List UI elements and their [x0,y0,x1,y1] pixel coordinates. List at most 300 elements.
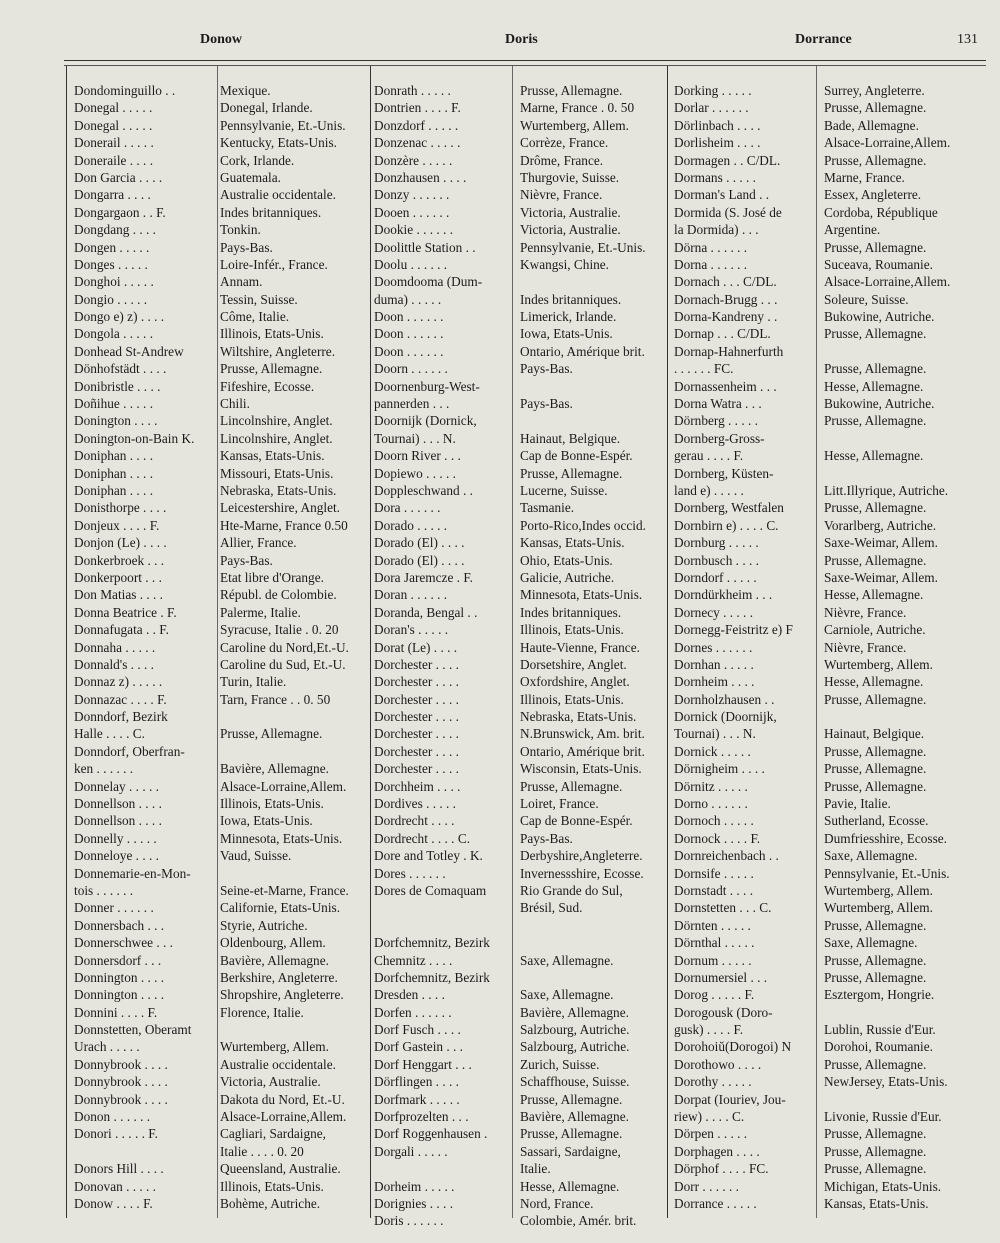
table-row [70,604,366,621]
place-location: Tarn, France . . 0. 50 [220,691,331,707]
place-location: Prusse, Allemagne. [824,1126,927,1142]
place-name: Donghoi . . . . . [74,274,154,290]
place-name: Dorfchemnitz, Bezirk [374,969,490,985]
place-name: Dorlar . . . . . . [674,100,749,116]
table-row [70,273,366,290]
place-location: Alsace-Lorraine,Allem. [220,1109,347,1125]
place-name: Dontrien . . . . F. [374,100,461,116]
table-row [370,986,666,1003]
table-row [670,986,970,1003]
table-row [370,395,666,412]
table-row [370,569,666,586]
place-name: tois . . . . . . [74,882,134,898]
place-name: Donington . . . . [74,413,158,429]
table-row [670,204,970,221]
place-name: Dookie . . . . . . [374,222,454,238]
place-name: Dornock . . . . F. [674,830,761,846]
place-name: Dorpat (Iouriev, Jou- [674,1091,786,1107]
place-location: Australie occidentale. [220,187,336,203]
place-location: Pays-Bas. [520,396,573,412]
table-row [370,604,666,621]
place-name: Doon . . . . . . [374,343,444,359]
place-location: NewJersey, Etats-Unis. [824,1074,948,1090]
place-name: ken . . . . . . [74,761,134,777]
place-location: Prusse, Allemagne. [220,726,323,742]
place-location: Dumfriesshire, Ecosse. [824,830,947,846]
table-row [370,917,666,934]
place-location: Corrèze, France. [520,135,609,151]
table-row [670,186,970,203]
place-name: Doppleschwand . . [374,482,473,498]
table-row [70,725,366,742]
table-row [70,1195,366,1212]
table-row [70,395,366,412]
place-name: Dongio . . . . . [74,291,148,307]
place-location [820,465,970,482]
place-location: Zurich, Suisse. [520,1056,600,1072]
place-location: Allier, France. [220,535,297,551]
place-location: Italie . . . . 0. 20 [220,1143,304,1159]
table-row [70,169,366,186]
place-name: Doranda, Bengal . . [374,604,478,620]
place-name: Dörflingen . . . . [374,1074,459,1090]
table-row [70,969,366,986]
place-location: Indes britanniques. [220,204,322,220]
place-name: Tournai) . . . N. [374,430,456,446]
place-location: Marne, France. [824,169,905,185]
place-name: Doomdooma (Dum- [374,274,483,290]
place-name: riew) . . . . C. [674,1109,745,1125]
table-row [370,186,666,203]
place-name: Dora . . . . . . [374,500,441,516]
table-row [370,430,666,447]
place-name [370,899,516,916]
table-row [670,447,970,464]
place-name: Dorchester . . . . [374,656,459,672]
place-location: Pays-Bas. [520,361,573,377]
place-location: Sassari, Sardaigne, [520,1143,621,1159]
place-location: Bavière, Allemagne. [520,1004,629,1020]
place-location: Shropshire, Angleterre. [220,987,344,1003]
place-name: Urach . . . . . [74,1039,140,1055]
table-row [670,569,970,586]
place-location: Victoria, Australie. [220,1074,321,1090]
table-row [670,760,970,777]
place-location: Vorarlberg, Autriche. [824,517,937,533]
table-row [370,725,666,742]
place-name: Doniphan . . . . [74,482,154,498]
place-name: Dorfen . . . . . . [374,1004,452,1020]
table-row [70,360,366,377]
table-row [370,934,666,951]
place-name: Dorf Roggenhausen . [374,1126,488,1142]
table-row [670,152,970,169]
place-location: Républ. de Colombie. [220,587,337,603]
place-name: Dörnitz . . . . . [674,778,748,794]
place-name: Donnafugata . . F. [74,622,169,638]
table-row [70,552,366,569]
table-row [370,239,666,256]
place-location: Cap de Bonne-Espér. [520,448,633,464]
place-name: Donors Hill . . . . [74,1161,164,1177]
place-location: Tonkin. [220,222,261,238]
table-row [370,830,666,847]
place-name: Dorman's Land . . [674,187,770,203]
place-name: Doorn . . . . . . [374,361,448,377]
place-location: Prusse, Allemagne. [824,1161,927,1177]
table-row [670,82,970,99]
place-location: Kentucky, Etats-Unis. [220,135,337,151]
table-row [670,743,970,760]
table-row [370,534,666,551]
entries-column-1 [70,82,366,1217]
table-row [670,778,970,795]
place-name: Dorfmark . . . . . [374,1091,460,1107]
table-row [670,395,970,412]
place-name: Doornijk (Dornick, [374,413,477,429]
table-row [70,378,366,395]
place-location: Victoria, Australie. [520,204,621,220]
place-name: Dorna-Kandreny . . [674,309,778,325]
table-row [370,99,666,116]
place-location: Wisconsin, Etats-Unis. [520,761,642,777]
place-name: Dongarra . . . . [74,187,151,203]
table-row [670,586,970,603]
place-location: Soleure, Suisse. [824,291,909,307]
table-row [670,621,970,638]
place-location: Dorohoi, Roumanie. [824,1039,933,1055]
place-location: Essex, Angleterre. [824,187,922,203]
place-name: Donnybrook . . . . [74,1056,168,1072]
place-name: Dornach-Brugg . . . [674,291,778,307]
table-row [670,256,970,273]
table-row [670,865,970,882]
place-location: Wurtemberg, Allem. [824,882,933,898]
place-location: Iowa, Etats-Unis. [520,326,613,342]
table-row [370,412,666,429]
place-location: Pays-Bas. [220,552,273,568]
place-location: Prusse, Allemagne. [824,969,927,985]
place-name: Donibristle . . . . [74,378,161,394]
place-location: Hainaut, Belgique. [824,726,925,742]
place-name: Donovan . . . . . [74,1178,156,1194]
header-left-term: Donow [200,32,243,47]
table-row [370,152,666,169]
place-location: Annam. [220,274,263,290]
place-name: Dormagen . . C/DL. [674,152,781,168]
place-location: Ontario, Amérique brit. [520,343,645,359]
place-location: Argentine. [824,222,881,238]
place-location: Turin, Italie. [220,674,287,690]
place-name: Dornberg-Gross- [674,430,765,446]
table-row [370,1125,666,1142]
place-location [820,708,970,725]
table-row [70,186,366,203]
place-name: Doñihue . . . . . [74,396,154,412]
table-row [370,882,666,899]
table-row [670,1125,970,1142]
place-name: Dordives . . . . . [374,796,456,812]
place-name: Dornburg . . . . . [674,535,759,551]
place-location: Prusse, Allemagne. [520,1091,623,1107]
place-location [516,969,666,986]
place-name: Donnald's . . . . [74,656,154,672]
table-row [70,134,366,151]
place-location: Missouri, Etats-Unis. [220,465,334,481]
place-location: Lincolnshire, Anglet. [220,430,333,446]
place-location: Florence, Italie. [220,1004,304,1020]
place-location: Michigan, Etats-Unis. [824,1178,942,1194]
table-row [370,952,666,969]
page-number: 131 [957,32,978,47]
place-location: Brésil, Sud. [520,900,583,916]
place-location: Kansas, Etats-Unis. [824,1196,929,1211]
place-location: Sutherland, Ecosse. [824,813,929,829]
place-location: Surrey, Angleterre. [824,83,925,98]
table-row [370,552,666,569]
place-location: Invernessshire, Ecosse. [520,865,644,881]
place-name: Donnemarie-en-Mon- [74,865,191,881]
place-name: Dorf Fusch . . . . [374,1022,461,1038]
table-row [70,1125,366,1142]
place-name: Donnybrook . . . . [74,1091,168,1107]
place-location: Cap de Bonne-Espér. [520,813,633,829]
table-row [70,778,366,795]
place-location: Cagliari, Sardaigne, [220,1126,326,1142]
place-location [216,743,366,760]
table-row [370,899,666,916]
page-header [0,30,1000,58]
place-name: Dörpen . . . . . [674,1126,748,1142]
table-row [670,291,970,308]
place-location: Derbyshire,Angleterre. [520,848,643,864]
table-row [370,1212,666,1229]
table-row [670,221,970,238]
place-location: Australie occidentale. [220,1056,336,1072]
table-row [370,1004,666,1021]
table-row [670,1160,970,1177]
place-name: pannerden . . . [374,396,450,412]
table-row [670,969,970,986]
place-name: duma) . . . . . [374,291,442,307]
place-name: Dorchester . . . . [374,674,459,690]
place-name: Doniphan . . . . [74,448,154,464]
table-row [370,82,666,99]
place-name: Doran's . . . . . [374,622,449,638]
place-name [70,1143,216,1160]
table-row [670,378,970,395]
place-name: Dornheim . . . . [674,674,755,690]
place-location: Pays-Bas. [220,239,273,255]
place-name: land e) . . . . . [674,482,744,498]
place-name: Donnaz z) . . . . . [74,674,163,690]
place-name: Dooen . . . . . . [374,204,450,220]
place-name: Donegal . . . . . [74,100,153,116]
place-name: Dormans . . . . . [674,169,756,185]
place-name: Donzy . . . . . . [374,187,450,203]
place-name: Dongo e) z) . . . . [74,309,165,325]
table-row [70,534,366,551]
place-name: Dorog . . . . . F. [674,987,755,1003]
place-name: Donrath . . . . . [374,83,451,98]
table-row [370,517,666,534]
place-name: Dorohoiŭ(Dorogoi) N [674,1039,792,1055]
table-row [370,1056,666,1073]
place-location: Prusse, Allemagne. [520,778,623,794]
place-name: Dordrecht . . . . C. [374,830,471,846]
place-name: Dorno . . . . . . [674,796,748,812]
place-location: Saxe-Weimar, Allem. [824,535,938,551]
table-row [670,325,970,342]
place-location: Berkshire, Angleterre. [220,969,338,985]
place-name: gusk) . . . . F. [674,1022,744,1038]
entries-column-2 [370,82,666,1229]
place-name: Dörnberg . . . . . [674,413,758,429]
place-name: Donnellson . . . . [74,796,162,812]
table-row [70,1073,366,1090]
place-name: Dornes . . . . . . [674,639,753,655]
table-row [370,465,666,482]
table-row [70,917,366,934]
place-location [516,378,666,395]
table-row [670,917,970,934]
place-location: N.Brunswick, Am. brit. [520,726,645,742]
place-location: Styrie, Autriche. [220,917,308,933]
place-location: Nièvre, France. [824,639,907,655]
table-row [70,586,366,603]
table-row [370,1195,666,1212]
table-row [670,1021,970,1038]
place-location: Litt.Illyrique, Autriche. [824,482,949,498]
place-name: Dongen . . . . . [74,239,150,255]
place-location: Queensland, Australie. [220,1161,341,1177]
table-row [670,708,970,725]
place-name: Doornenburg-West- [374,378,480,394]
place-location: Ohio, Etats-Unis. [520,552,613,568]
table-row [670,360,970,377]
place-name: Donegal . . . . . [74,117,153,133]
place-name: Dorchester . . . . [374,743,459,759]
place-location: Wurtemberg, Allem. [824,656,933,672]
place-location: Indes britanniques. [520,604,622,620]
place-name: Dores de Comaquam [374,882,487,898]
table-row [70,239,366,256]
place-name: Doris . . . . . . [374,1213,444,1229]
table-row [370,482,666,499]
place-name: Dorgali . . . . . [374,1143,448,1159]
place-location: Wurtemberg, Allem. [824,900,933,916]
place-location: Alsace-Lorraine,Allem. [824,135,951,151]
place-location [516,934,666,951]
place-location: Hesse, Allemagne. [520,1178,620,1194]
place-name: Dongola . . . . . [74,326,154,342]
table-row [70,708,366,725]
place-location: Saxe, Allemagne. [520,987,614,1003]
place-location: Hesse, Allemagne. [824,448,924,464]
table-row [370,256,666,273]
place-location: Chili. [220,396,250,412]
table-row [70,691,366,708]
place-location [820,1004,970,1021]
place-location: Rio Grande do Sul, [520,882,623,898]
table-row [370,1108,666,1125]
table-row [70,865,366,882]
table-row [670,691,970,708]
place-location: Illinois, Etats-Unis. [220,326,324,342]
place-name: Dönhofstädt . . . . [74,361,167,377]
place-location: Pays-Bas. [520,830,573,846]
place-location: Prusse, Allemagne. [824,761,927,777]
table-row [370,621,666,638]
place-location: Guatemala. [220,169,281,185]
place-name: Donjon (Le) . . . . [74,535,167,551]
place-location: Bavière, Allemagne. [220,761,329,777]
place-name: Tournai) . . . N. [674,726,756,742]
table-row [370,117,666,134]
table-row [370,691,666,708]
table-row [370,447,666,464]
place-location: Kwangsi, Chine. [520,256,610,272]
table-row [370,1021,666,1038]
place-name: la Dormida) . . . [674,222,759,238]
place-location: Lublin, Russie d'Eur. [824,1022,936,1038]
table-row [70,117,366,134]
place-name: Dorrance . . . . . [674,1196,757,1211]
place-name: Donnersdorf . . . [74,952,162,968]
place-name: Dorphagen . . . . [674,1143,760,1159]
place-location: Kansas, Etats-Unis. [520,535,625,551]
place-location: Pennsylvanie, Et.-Unis. [824,865,950,881]
place-name: Donnazac . . . . F. [74,691,167,707]
table-row [70,1004,366,1021]
place-location: Hesse, Allemagne. [824,674,924,690]
place-location: Etat libre d'Orange. [220,569,324,585]
table-row [670,847,970,864]
place-name: Donnini . . . . F. [74,1004,158,1020]
place-name: Dorchester . . . . [374,761,459,777]
table-row [670,308,970,325]
table-row [70,1056,366,1073]
place-name: Dorfprozelten . . . [374,1109,469,1125]
place-name: Dornstadt . . . . [674,882,754,898]
place-location: Carniole, Autriche. [824,622,926,638]
place-location: Loiret, France. [520,796,599,812]
place-name: Dorchester . . . . [374,726,459,742]
place-name: Donnerschwee . . . [74,935,173,951]
place-name: Dorat (Le) . . . . [374,639,458,655]
place-name: Dornberg, Westfalen [674,500,784,516]
table-row [370,1178,666,1195]
table-row [670,534,970,551]
place-location [516,273,666,290]
place-name: Dörna . . . . . . [674,239,748,255]
place-name: Donner . . . . . . [74,900,154,916]
rule-left [66,66,67,1218]
place-location: Californie, Etats-Unis. [220,900,341,916]
place-location: Prusse, Allemagne. [824,1143,927,1159]
place-location: Pennsylvanie, Et.-Unis. [220,117,346,133]
table-row [370,795,666,812]
table-row [70,221,366,238]
place-name: Dornecy . . . . . [674,604,754,620]
place-location: Prusse, Allemagne. [520,83,623,98]
table-row [670,517,970,534]
table-row [670,1056,970,1073]
table-row [70,882,366,899]
place-name: Dongdang . . . . [74,222,156,238]
place-name: Dormida (S. José de [674,204,782,220]
place-location: Illinois, Etats-Unis. [220,796,324,812]
